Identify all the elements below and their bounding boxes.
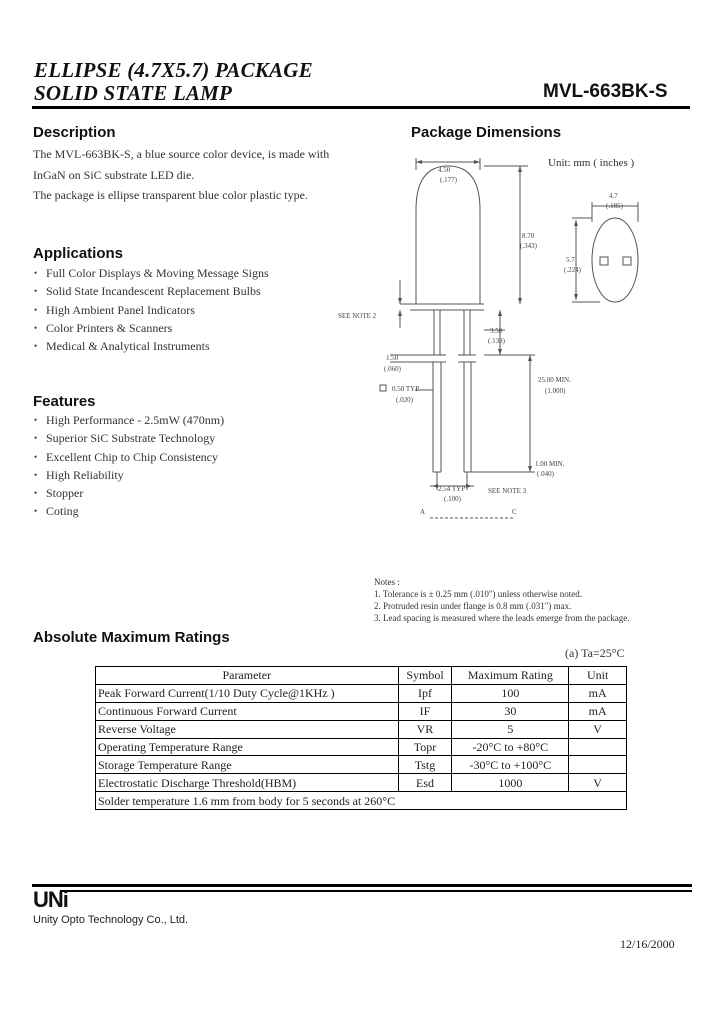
description-heading: Description: [33, 124, 116, 141]
dim-label: (.100): [444, 495, 461, 503]
solder-note-cell: Solder temperature 1.6 mm from body for 5 seconds at 260°C: [96, 792, 627, 810]
unit-cell: [569, 738, 627, 756]
rating-cell: -20°C to +80°C: [452, 738, 569, 756]
list-item: • High Reliability: [32, 466, 224, 484]
document-title-line-2: SOLID STATE LAMP: [34, 81, 233, 105]
top-view-pad: [623, 257, 631, 265]
package-dimensions-heading: Package Dimensions: [411, 124, 562, 141]
list-item: • Coting: [32, 502, 224, 520]
rating-cell: 100: [452, 684, 569, 702]
column-header: Symbol: [398, 667, 452, 685]
dim-label: (.224): [564, 266, 581, 274]
table-footer-row: [96, 792, 627, 810]
list-item: • High Ambient Panel Indicators: [32, 301, 269, 319]
rating-cell: 30: [452, 702, 569, 720]
rating-cell: 5: [452, 720, 569, 738]
note-ref-label: SEE NOTE 3: [488, 487, 527, 495]
header-rule: [32, 106, 690, 109]
footer-rule-top: [32, 884, 692, 887]
lead-anode-upper: [434, 310, 440, 355]
description-text: [33, 144, 363, 206]
dim-label: 1.00 MIN.: [535, 460, 565, 468]
description-line: The MVL-663BK-S, a blue source color device, is made with: [33, 147, 330, 161]
dim-label: (.185): [606, 202, 623, 210]
parameter-cell: Electrostatic Discharge Threshold(HBM): [96, 774, 399, 792]
symbol-cell: Ipf: [398, 684, 452, 702]
ratings-table: [95, 666, 627, 810]
symbol-cell: Topr: [398, 738, 452, 756]
lead-cathode-label: C: [512, 508, 517, 516]
parameter-cell: Operating Temperature Range: [96, 738, 399, 756]
dim-label: 25.00 MIN.: [538, 376, 571, 384]
unit-cell: V: [569, 720, 627, 738]
table-row: [96, 702, 627, 720]
list-item: • Solid State Incandescent Replacement Bulbs: [32, 282, 269, 300]
unit-cell: V: [569, 774, 627, 792]
dim-label: 4.7: [609, 192, 618, 200]
dim-label: 2.54 TYP: [438, 485, 466, 493]
ratings-condition: (a) Ta=25°C: [565, 646, 625, 660]
applications-heading: Applications: [33, 245, 124, 262]
list-item: • Superior SiC Substrate Technology: [32, 429, 224, 447]
top-view-pad: [600, 257, 608, 265]
document-date: 12/16/2000: [620, 937, 675, 951]
list-item: • Excellent Chip to Chip Consistency: [32, 448, 224, 466]
parameter-cell: Storage Temperature Range: [96, 756, 399, 774]
document-title-line-1: ELLIPSE (4.7X5.7) PACKAGE: [34, 58, 313, 82]
ratings-heading: Absolute Maximum Ratings: [33, 629, 230, 646]
unit-label: Unit: mm ( inches ): [548, 157, 635, 169]
company-name: Unity Opto Technology Co., Ltd.: [33, 914, 189, 926]
description-line: InGaN on SiC substrate LED die.: [33, 167, 195, 182]
note-item: 1. Tolerance is ± 0.25 mm (.010") unless otherwise noted.: [374, 589, 583, 599]
parameter-cell: Reverse Voltage: [96, 720, 399, 738]
rating-cell: 1000: [452, 774, 569, 792]
notes: [374, 576, 674, 624]
package-dimensions-drawing: [338, 150, 660, 530]
features-list: [32, 411, 224, 521]
dim-label: 0.50 TYP: [392, 385, 420, 393]
lead-anode-label: A: [420, 508, 426, 516]
note-item: 3. Lead spacing is measured where the leads emerge from the package.: [374, 613, 630, 623]
dim-label: (.020): [396, 396, 413, 404]
list-item: • Full Color Displays & Moving Message Signs: [32, 264, 269, 282]
table-row: [96, 720, 627, 738]
list-item: • Medical & Analytical Instruments: [32, 337, 269, 355]
table-row: [96, 756, 627, 774]
symbol-cell: Esd: [398, 774, 452, 792]
dim-label: (.040): [537, 470, 554, 478]
column-header: Parameter: [96, 667, 399, 685]
parameter-cell: Continuous Forward Current: [96, 702, 399, 720]
symbol-cell: VR: [398, 720, 452, 738]
note-item: 2. Protruded resin under flange is 0.8 mm (.031") max.: [374, 601, 572, 611]
parameter-cell: Peak Forward Current(1/10 Duty Cycle@1KHz ): [96, 684, 399, 702]
marker-square: [380, 385, 386, 391]
dim-label: 5.7: [566, 256, 575, 264]
notes-title: Notes :: [374, 577, 400, 587]
symbol-cell: IF: [398, 702, 452, 720]
table-row: [96, 684, 627, 702]
features-heading: Features: [33, 393, 96, 410]
table-row: [96, 738, 627, 756]
dim-label: 1.50: [386, 354, 399, 362]
table-header-row: [96, 667, 627, 685]
table-row: [96, 774, 627, 792]
rating-cell: -30°C to +100°C: [452, 756, 569, 774]
column-header: Maximum Rating: [452, 667, 569, 685]
applications-list: [32, 264, 269, 355]
lead-cathode-lower: [464, 362, 471, 472]
dim-label: (.177): [440, 176, 457, 184]
unit-cell: mA: [569, 684, 627, 702]
column-header: Unit: [569, 667, 627, 685]
lead-anode-lower: [433, 362, 441, 472]
dim-label: 4.50: [438, 166, 451, 174]
note-ref-label: SEE NOTE 2: [338, 312, 377, 320]
part-number: MVL-663BK-S: [543, 81, 668, 102]
lead-cathode-upper: [464, 310, 470, 355]
company-logo: UNi: [33, 887, 68, 912]
dim-label: (.060): [384, 365, 401, 373]
unit-cell: mA: [569, 702, 627, 720]
description-line: The package is ellipse transparent blue color plastic type.: [33, 188, 308, 202]
dim-label: (.138): [488, 337, 505, 345]
dim-label: (.343): [520, 242, 537, 250]
dim-label: 3.50: [490, 327, 503, 335]
symbol-cell: Tstg: [398, 756, 452, 774]
led-body-outline: [416, 166, 480, 304]
list-item: • Color Printers & Scanners: [32, 319, 269, 337]
unit-cell: [569, 756, 627, 774]
dim-label: 8.70: [522, 232, 535, 240]
list-item: • Stopper: [32, 484, 224, 502]
list-item: • High Performance - 2.5mW (470nm): [32, 411, 224, 429]
footer-rule-bottom: [60, 890, 692, 892]
dim-label: (1.000): [545, 387, 566, 395]
